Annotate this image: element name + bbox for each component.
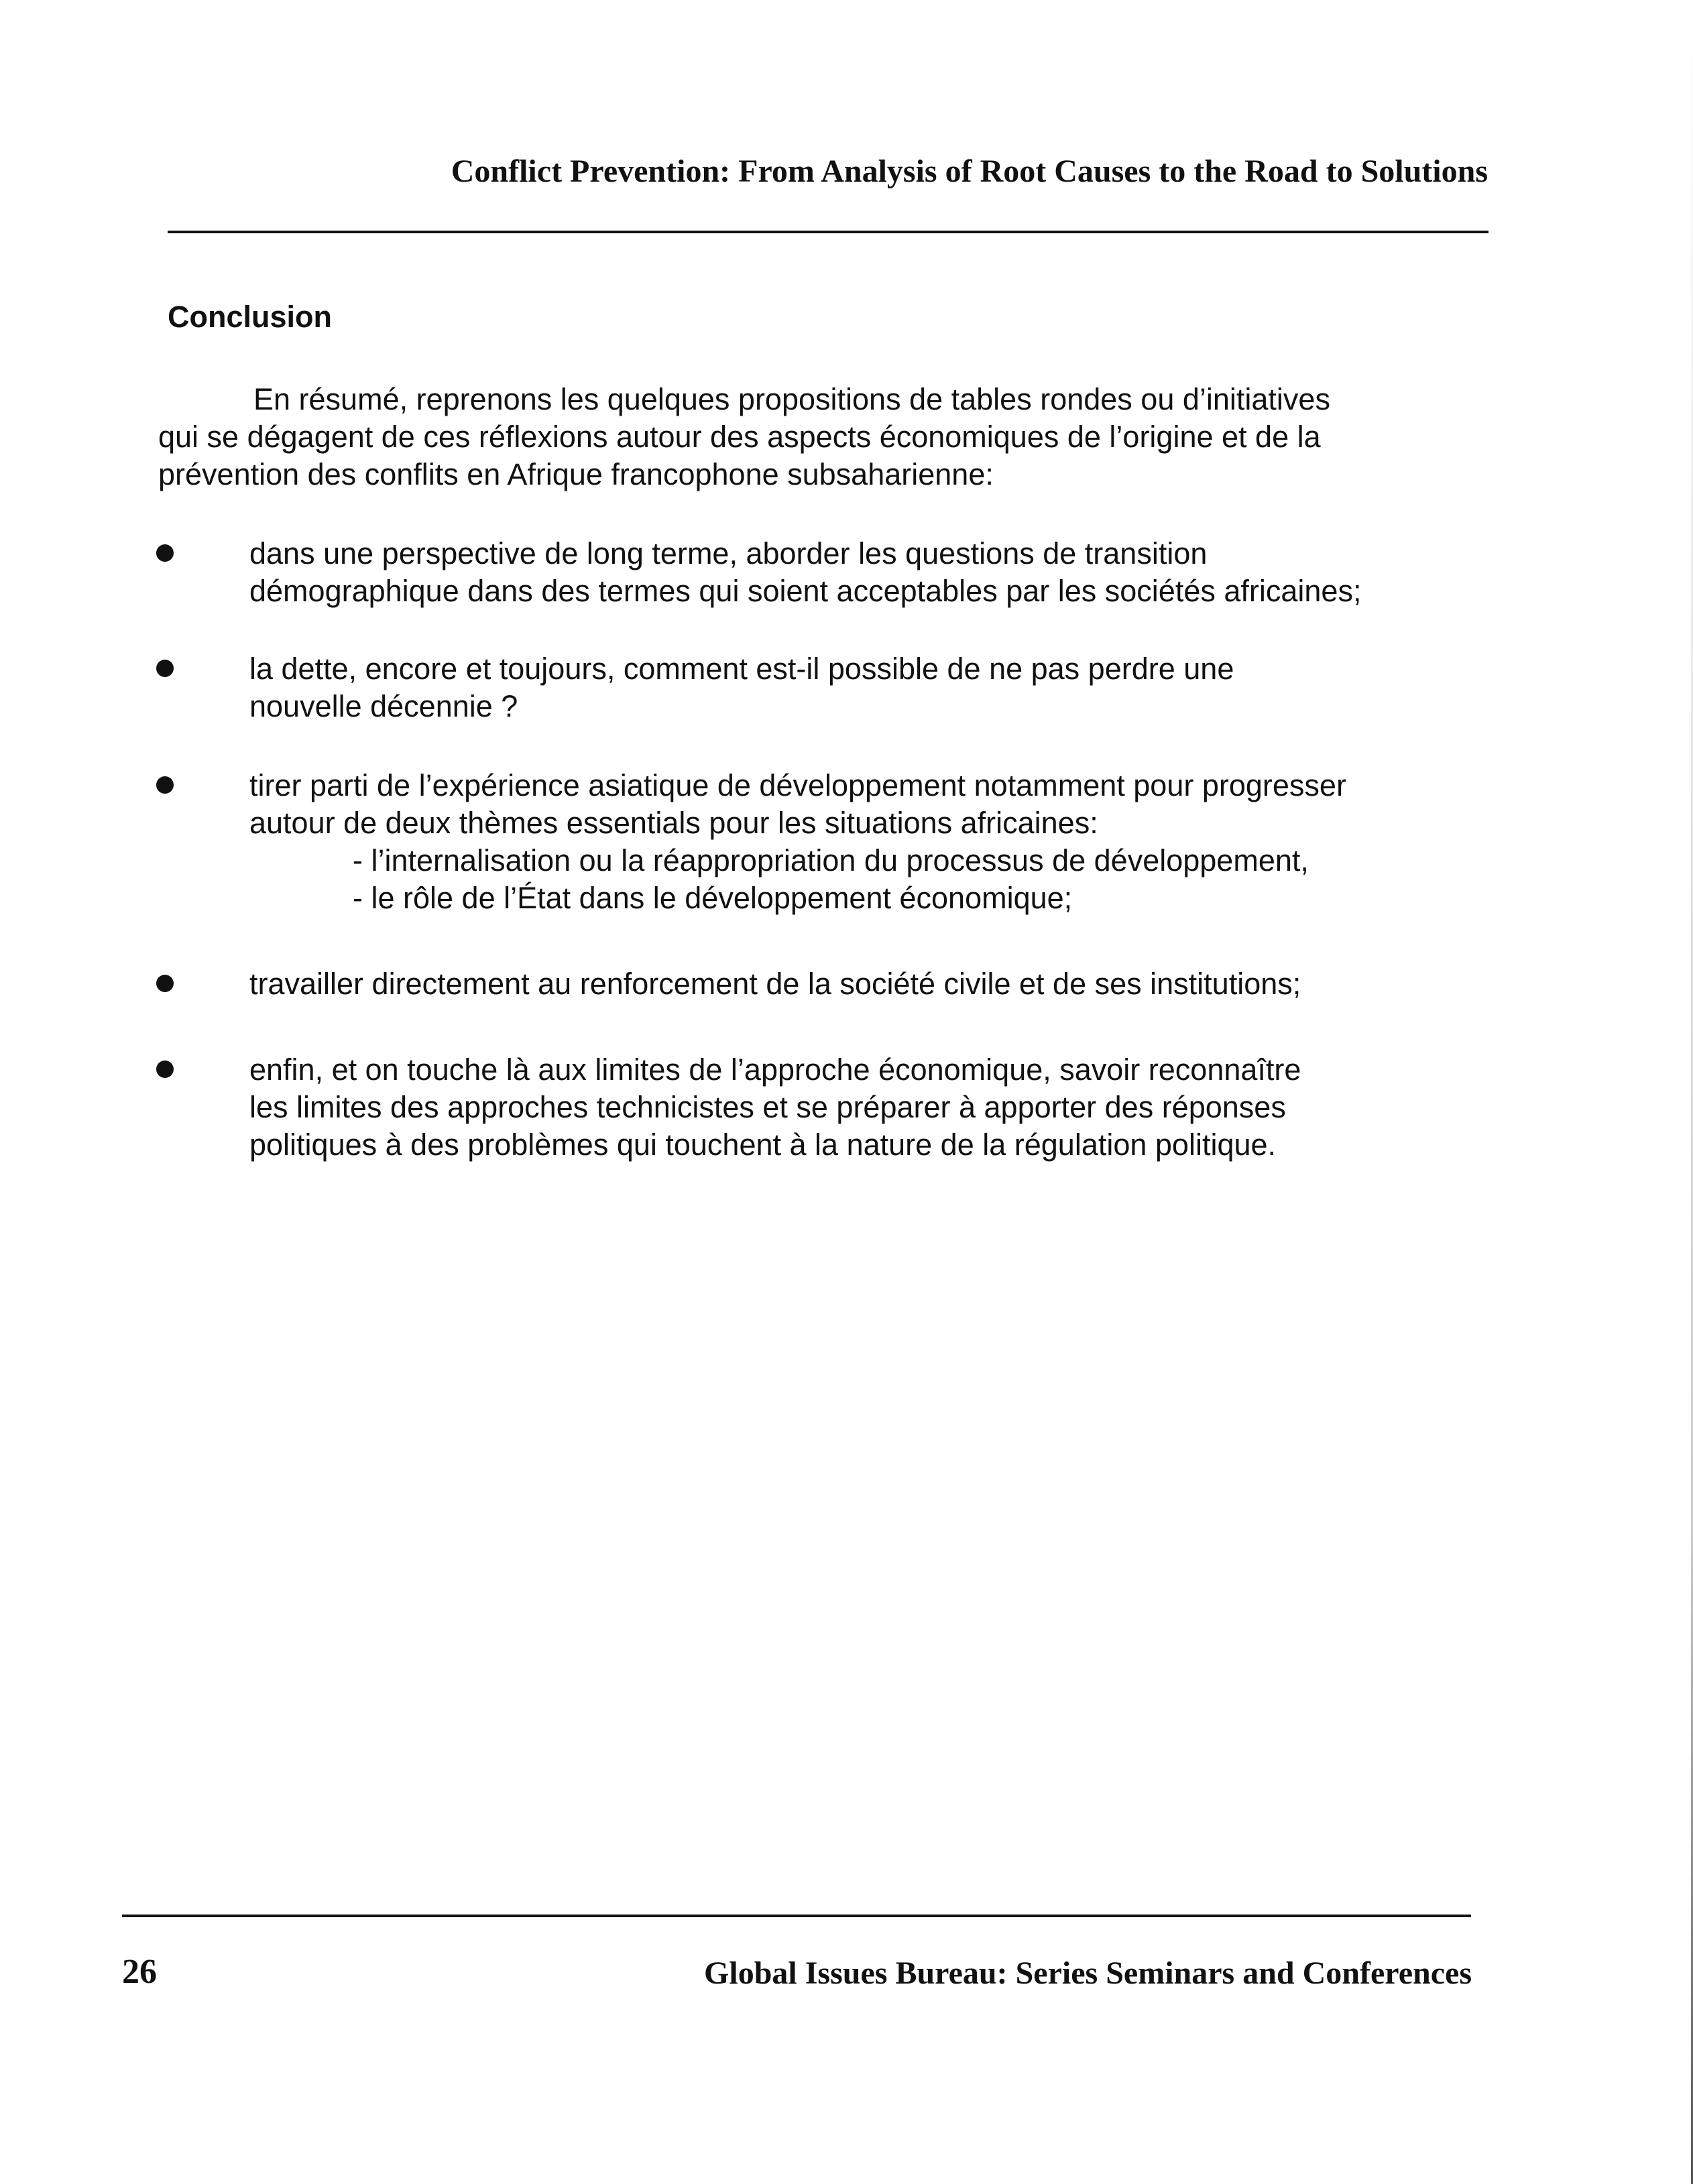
sub-item: - le rôle de l’État dans le développement économique;	[353, 881, 1073, 915]
list-item-line: politiques à des problèmes qui touchent à la nature de la régulation politique.	[249, 1128, 1277, 1162]
bullet-icon	[156, 1060, 174, 1078]
bullet-icon	[156, 660, 174, 677]
header-rule	[168, 231, 1488, 233]
list-item-line: enfin, et on touche là aux limites de l’approche économique, savoir reconnaître	[249, 1052, 1301, 1087]
list-item-line: nouvelle décennie ?	[249, 689, 518, 723]
list-item-line: travailler directement au renforcement de la société civile et de ses institutions;	[249, 967, 1301, 1001]
list-item-line: les limites des approches technicistes et se préparer à apporter des réponses	[249, 1090, 1286, 1124]
running-header: Conflict Prevention: From Analysis of Root Causes to the Road to Solutions	[451, 154, 1488, 189]
list-item-line: la dette, encore et toujours, comment est-il possible de ne pas perdre une	[249, 652, 1234, 686]
intro-line: prévention des conflits en Afrique francophone subsaharienne:	[158, 457, 994, 491]
intro-paragraph	[158, 381, 1499, 493]
list-item-text	[249, 535, 1510, 610]
list-item-text	[249, 1051, 1510, 1164]
list-item-line: tirer parti de l’expérience asiatique de développement notamment pour progresser	[249, 768, 1346, 802]
sub-item: - l’internalisation ou la réappropriation du processus de développement,	[353, 843, 1309, 877]
page-number: 26	[122, 1953, 157, 1991]
list-item-text	[249, 965, 1510, 1003]
section-title: Conclusion	[168, 300, 332, 334]
intro-line: En résumé, reprenons les quelques propositions de tables rondes ou d’initiatives	[253, 382, 1330, 416]
list-item-text	[249, 767, 1510, 917]
footer-rule	[122, 1915, 1471, 1917]
bullet-icon	[156, 544, 174, 562]
intro-line: qui se dégagent de ces réflexions autour des aspects économiques de l’origine et de la	[158, 420, 1321, 454]
bullet-icon	[156, 975, 174, 992]
footer-title: Global Issues Bureau: Series Seminars and Conferences	[704, 1955, 1472, 1991]
list-item-line: démographique dans des termes qui soient acceptables par les sociétés africaines;	[249, 574, 1362, 608]
bullet-icon	[156, 776, 174, 794]
list-item-line: autour de deux thèmes essentials pour les situations africaines:	[249, 806, 1098, 840]
list-item-text	[249, 650, 1510, 725]
list-item-line: dans une perspective de long terme, aborder les questions de transition	[249, 536, 1208, 570]
